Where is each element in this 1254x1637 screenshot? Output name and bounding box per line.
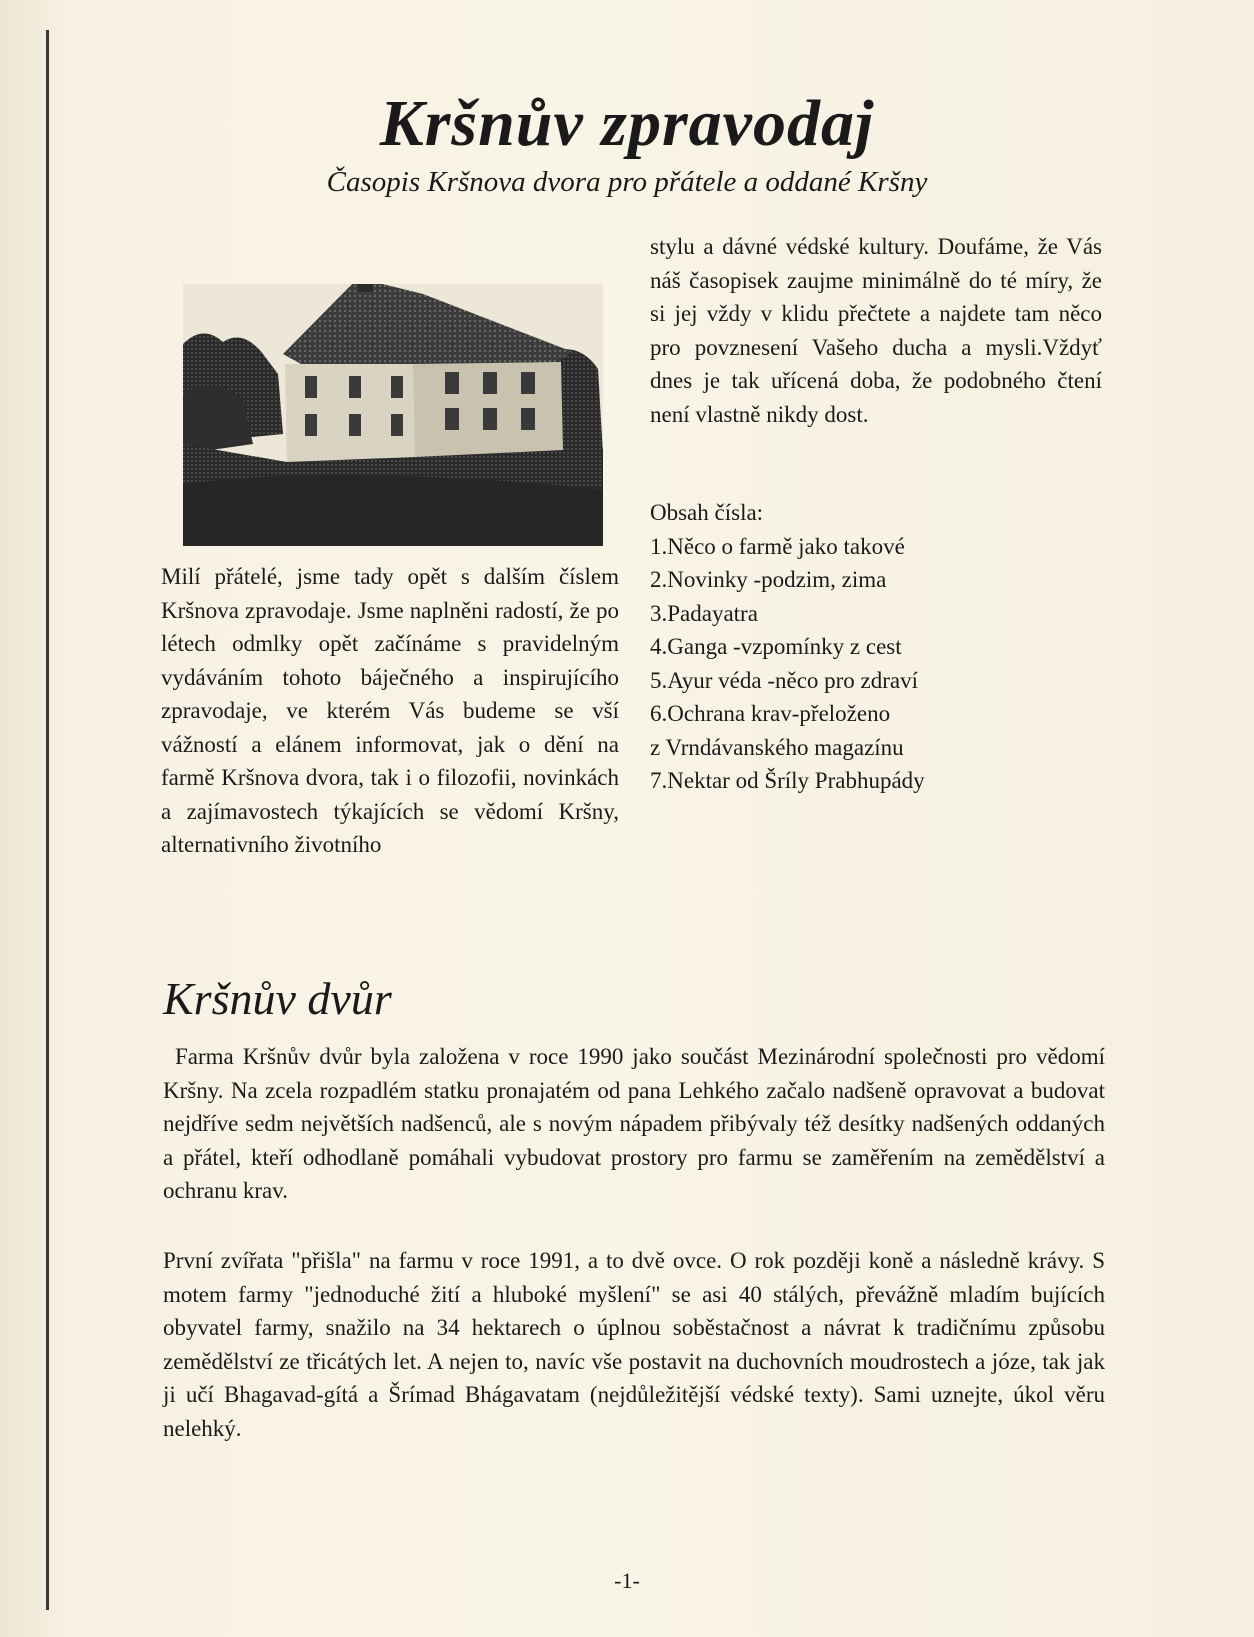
section-paragraph-2: První zvířata "přišla" na farmu v roce 1991, a to dvě ovce. O rok později koně a následně krávy. S motem farmy "jednoduché žití a hluboké myšlení" se asi 40 stálých, převážně mladím bujících obyvatel farmy, snažilo na 34 hektarech o úplnou soběstačnost a návrat k tradičnímu způsobu zemědělství ze třicátých let. A nejen to, navíc vše postavit na duchovních moudrostech a józe, tak jak ji učí Bhagavad-gítá a Šrímad Bhágavatam (nejdůležitější védské texty). Sami uznejte, úkol věru nelehký. xyxy=(163,1248,1105,1441)
contents-list xyxy=(650,530,1102,798)
list-item: z Vrndávanského magazínu xyxy=(650,734,904,760)
page-number: -1- xyxy=(614,1568,640,1593)
list-item: 6.Ochrana krav-přeloženo xyxy=(650,701,891,726)
farmhouse-photo xyxy=(183,284,603,546)
list-item: 4.Ganga -vzpomínky z cest xyxy=(650,634,902,659)
intro-right-column: stylu a dávné védské kultury. Doufáme, že Vás náš časopisek zaujme minimálně do té míry, že si jej vždy v klidu přečtete a najdete tam něco pro povznesení Vašeho ducha a mysli.Vždyť dnes je tak uřícená doba, že podobného čtení není vlastně nikdy dost. xyxy=(650,234,1102,427)
list-item: 2.Novinky -podzim, zima xyxy=(650,567,887,592)
section-title: Kršnův dvůr xyxy=(163,973,392,1024)
farmhouse-photo-icon xyxy=(183,284,603,546)
page-binding-edge xyxy=(46,30,49,1610)
list-item: 7.Nektar od Šríly Prabhupády xyxy=(650,768,925,793)
list-item: 1.Něco o farmě jako takové xyxy=(650,533,905,559)
table-of-contents xyxy=(650,496,1102,798)
section-paragraph-1: Farma Kršnův dvůr byla založena v roce 1990 jako součást Mezinárodní společnosti pro vědomí Kršny. Na zcela rozpadlém statku pronajatém od pana Lehkého začalo nadšeně opravovat a budovat nejdříve sedm největších nadšenců, ale s novým nápadem přibývaly též desítky nadšených oddaných a přátel, kteří odhodlaně pomáhali vybudovat prostory pro farmu se zaměřením na zemědělství a ochranu krav. xyxy=(163,1044,1105,1203)
list-item: 3.Padayatra xyxy=(650,600,758,626)
masthead-subtitle: Časopis Kršnova dvora pro přátele a oddané Kršny xyxy=(326,166,928,198)
intro-left-column: Milí přátelé, jsme tady opět s dalším číslem Kršnova zpravodaje. Jsme naplněni radostí, že po létech odmlky opět začínáme s pravidelným vydáváním tohoto báječného a inspirujícího zpravodaje, ve kterém Vás budeme se vší vážností a elánem informovat, jak o dění na farmě Kršnova dvora, tak i o filozofii, novinkách a zajímavostech týkajících se vědomí Kršny, alternativního životního xyxy=(161,564,619,857)
list-item: 5.Ayur véda -něco pro zdraví xyxy=(650,667,919,693)
masthead-title: Kršnův zpravodaj xyxy=(379,87,875,160)
contents-heading: Obsah čísla: xyxy=(650,500,764,525)
